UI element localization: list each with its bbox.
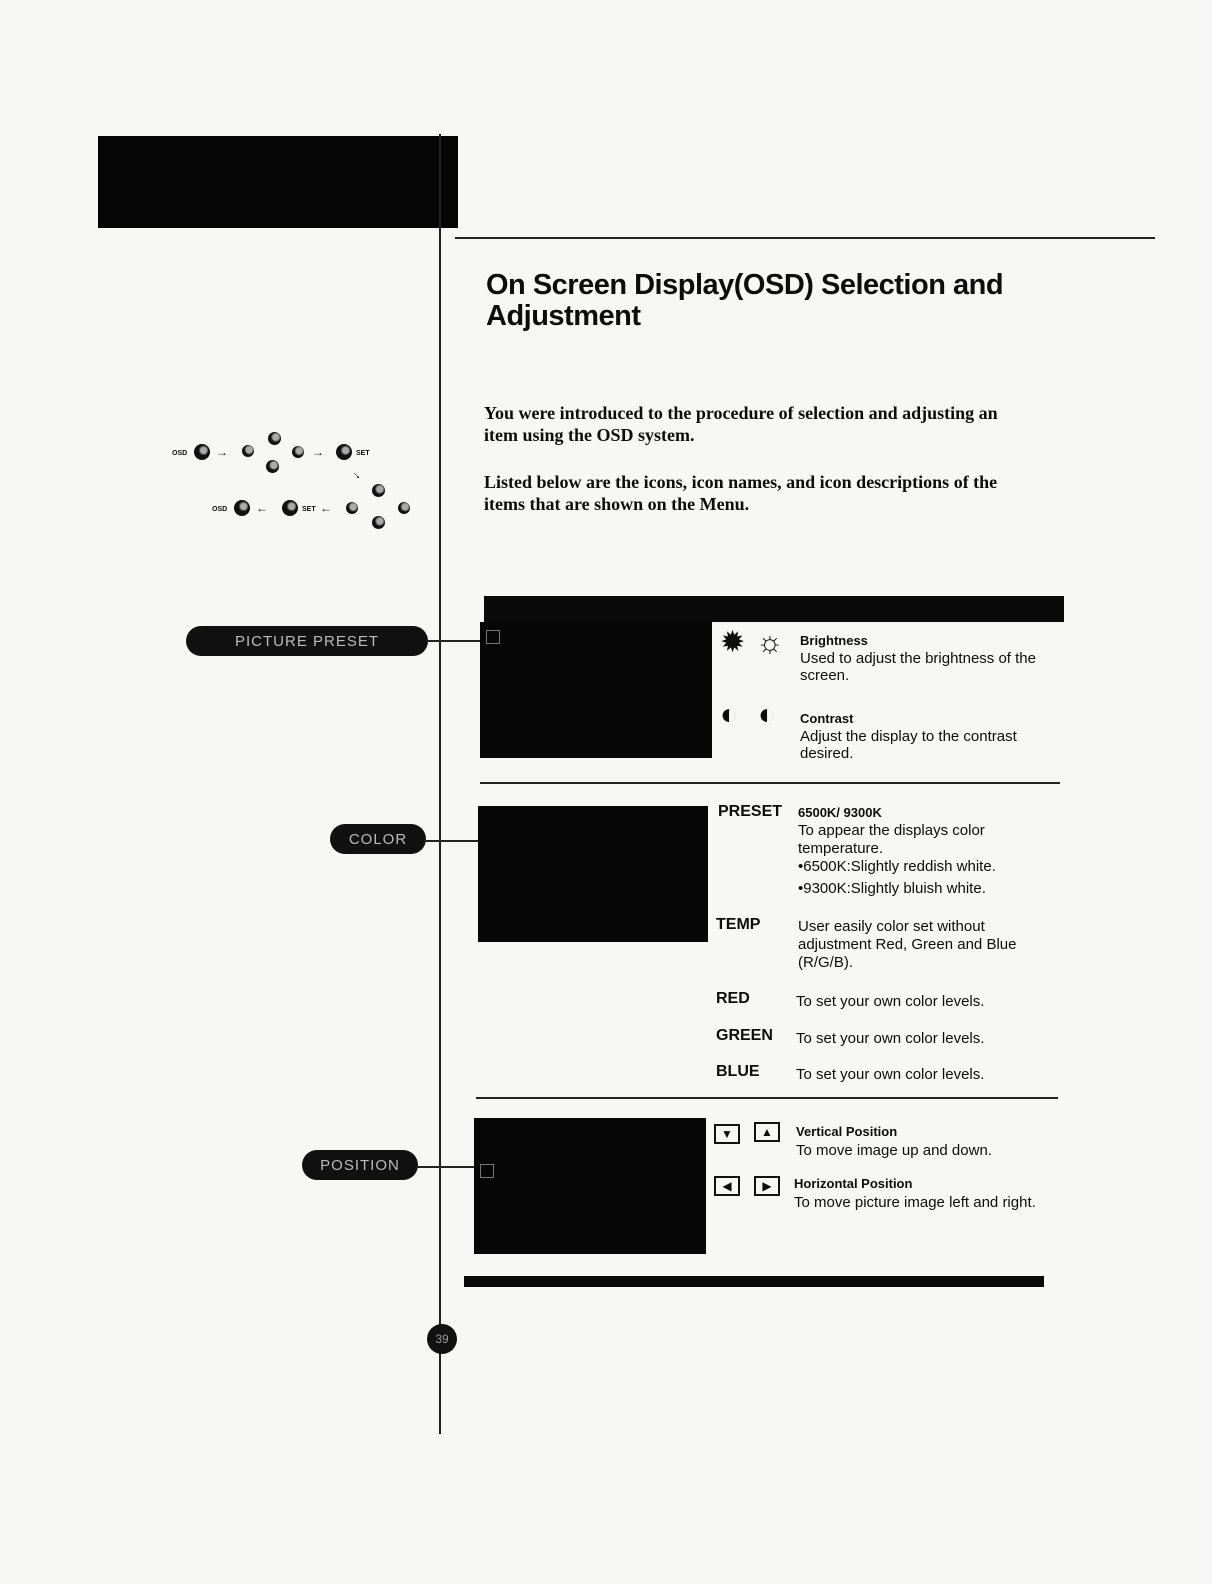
- arrow-icon: →: [312, 445, 324, 459]
- button-icon: [372, 484, 385, 497]
- osd-label: OSD: [172, 450, 188, 457]
- arrow-icon: ←: [320, 501, 332, 515]
- position-pill: POSITION: [302, 1150, 418, 1180]
- vertical-position-name: Vertical Position: [796, 1124, 898, 1139]
- color-row-label: PRESET: [718, 803, 783, 820]
- arrow-icon: →: [216, 445, 228, 459]
- picture-preset-screen: [480, 622, 712, 758]
- button-icon: [282, 500, 298, 516]
- brightness-icon: ☼: [756, 626, 784, 659]
- color-row-label: TEMP: [716, 916, 761, 933]
- screen-icon: [486, 630, 500, 644]
- color-screen: [478, 806, 708, 942]
- contrast-icon: ◐: [720, 698, 739, 731]
- color-row-label: BLUE: [716, 1063, 760, 1080]
- horizontal-position-name: Horizontal Position: [794, 1176, 913, 1191]
- brightness-desc: Used to adjust the brightness of the screen.: [800, 650, 1036, 684]
- section-bar-bottom: [464, 1276, 1044, 1287]
- vertical-position-icon: ▼: [714, 1124, 740, 1144]
- vertical-position-icon: ▲: [754, 1122, 780, 1142]
- button-icon: [234, 500, 250, 516]
- color-pill: COLOR: [330, 824, 426, 854]
- color-preset-line: •6500K:Slightly reddish white.: [798, 858, 996, 875]
- color-row-label: RED: [716, 990, 750, 1007]
- color-preset-line: •9300K:Slightly bluish white.: [798, 880, 986, 897]
- button-icon: [336, 444, 352, 460]
- button-icon: [242, 445, 254, 457]
- contrast-desc: Adjust the display to the contrast desired.: [800, 728, 1017, 762]
- color-row-text: To set your own color levels.: [796, 1030, 985, 1047]
- color-row-label: GREEN: [716, 1027, 773, 1044]
- button-icon: [346, 502, 358, 514]
- intro-paragraph-2: Listed below are the icons, icon names, and icon descriptions of the items that are shown on the Menu.: [484, 472, 998, 514]
- page-number: 39: [427, 1324, 457, 1354]
- horizontal-position-icon: ◀: [714, 1176, 740, 1196]
- connector-line: [424, 840, 480, 842]
- position-screen: [474, 1118, 706, 1254]
- vertical-position-desc: To move image up and down.: [796, 1142, 992, 1159]
- button-icon: [194, 444, 210, 460]
- screen-icon: [480, 1164, 494, 1178]
- button-icon: [266, 460, 279, 473]
- margin-line: [439, 134, 441, 1434]
- button-icon: [292, 446, 304, 458]
- picture-preset-pill: PICTURE PRESET: [186, 626, 428, 656]
- horizontal-position-desc: To move picture image left and right.: [794, 1194, 1036, 1211]
- header-rule: [455, 237, 1155, 239]
- header-block: [98, 136, 458, 228]
- color-row-text: To set your own color levels.: [796, 993, 985, 1010]
- section-divider: [476, 1097, 1058, 1099]
- set-label: SET: [356, 450, 370, 457]
- arrow-icon: →: [348, 464, 368, 484]
- intro-paragraph-1: You were introduced to the procedure of selection and adjusting an item using the OSD system.: [484, 403, 998, 445]
- set-label: SET: [302, 506, 316, 513]
- contrast-icon: ◐: [758, 698, 777, 731]
- connector-line: [416, 1166, 478, 1168]
- section-bar-top: [484, 596, 1064, 622]
- osd-label: OSD: [212, 506, 228, 513]
- color-preset-heading: 6500K/ 9300K: [798, 805, 882, 820]
- arrow-icon: ←: [256, 501, 268, 515]
- brightness-icon: ✹: [720, 626, 746, 659]
- color-row-text: User easily color set without adjustment Red, Green and Blue (R/G/B).: [798, 918, 1017, 971]
- color-preset-line: To appear the displays color temperature.: [798, 822, 985, 857]
- button-icon: [372, 516, 385, 529]
- brightness-name: Brightness: [800, 633, 868, 648]
- color-row-text: To set your own color levels.: [796, 1066, 985, 1083]
- button-sequence-diagram: [170, 428, 430, 538]
- connector-line: [426, 640, 486, 642]
- section-divider: [480, 782, 1060, 784]
- page-title: On Screen Display(OSD) Selection and Adjustment: [486, 269, 1004, 332]
- horizontal-position-icon: ▶: [754, 1176, 780, 1196]
- button-icon: [398, 502, 410, 514]
- button-icon: [268, 432, 281, 445]
- intro-text: [484, 402, 1024, 540]
- contrast-name: Contrast: [800, 711, 854, 726]
